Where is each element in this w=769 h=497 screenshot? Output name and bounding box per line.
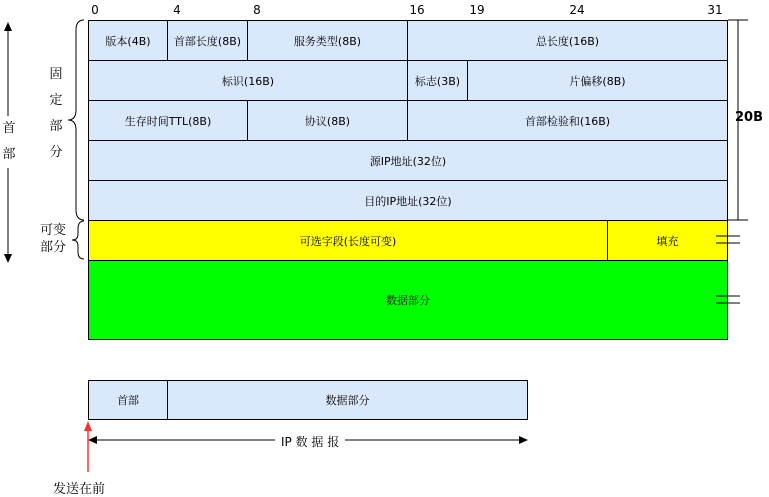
send-first-arrow-icon [84, 421, 92, 431]
header-label: 首 部 [2, 116, 16, 168]
datagram-arrow-left-icon [88, 436, 97, 444]
variable-part-label [40, 222, 66, 256]
flags-field: 标志(3B) [407, 60, 468, 101]
total-length-field: 总长度(16B) [407, 20, 728, 61]
service-type-field: 服务类型(8B) [247, 20, 408, 61]
variable-label-line2: 部分 [40, 240, 67, 255]
bit-tick-24: 24 [569, 3, 585, 17]
fixed-part-label: 固 定 部 分 [49, 67, 63, 160]
version-field: 版本(4B) [88, 20, 168, 61]
dest-ip-field: 目的IP地址(32位) [88, 180, 728, 221]
datagram-arrow-right-icon [519, 436, 528, 444]
header-length-field: 首部长度(8B) [167, 20, 248, 61]
header-checksum-field: 首部检验和(16B) [407, 100, 728, 141]
datagram-data: 数据部分 [167, 380, 528, 420]
bit-tick-31: 31 [707, 3, 723, 17]
send-first-label: 发送在前 [53, 482, 106, 497]
data-part: 数据部分 [88, 260, 728, 340]
datagram-label: IP 数 据 报 [275, 433, 345, 450]
variable-part-brace [72, 221, 84, 259]
fixed-part-brace [68, 20, 84, 220]
identification-field: 标识(16B) [88, 60, 408, 101]
ttl-field: 生存时间TTL(8B) [88, 100, 248, 141]
bit-tick-16: 16 [409, 3, 425, 17]
protocol-field: 协议(8B) [247, 100, 408, 141]
variable-label-line1: 可变 [40, 223, 67, 238]
datagram-header: 首部 [88, 380, 168, 420]
bit-tick-0: 0 [91, 3, 99, 17]
header-arrow-down-icon [4, 254, 12, 263]
bit-tick-8: 8 [253, 3, 261, 17]
bit-tick-19: 19 [469, 3, 485, 17]
source-ip-field: 源IP地址(32位) [88, 140, 728, 181]
padding-field: 填充 [607, 220, 728, 261]
options-field: 可选字段(长度可变) [88, 220, 608, 261]
bit-tick-4: 4 [173, 3, 181, 17]
20b-label: 20B [735, 110, 763, 125]
header-arrow-up-icon [4, 22, 12, 31]
fragment-offset-field: 片偏移(8B) [467, 60, 728, 101]
